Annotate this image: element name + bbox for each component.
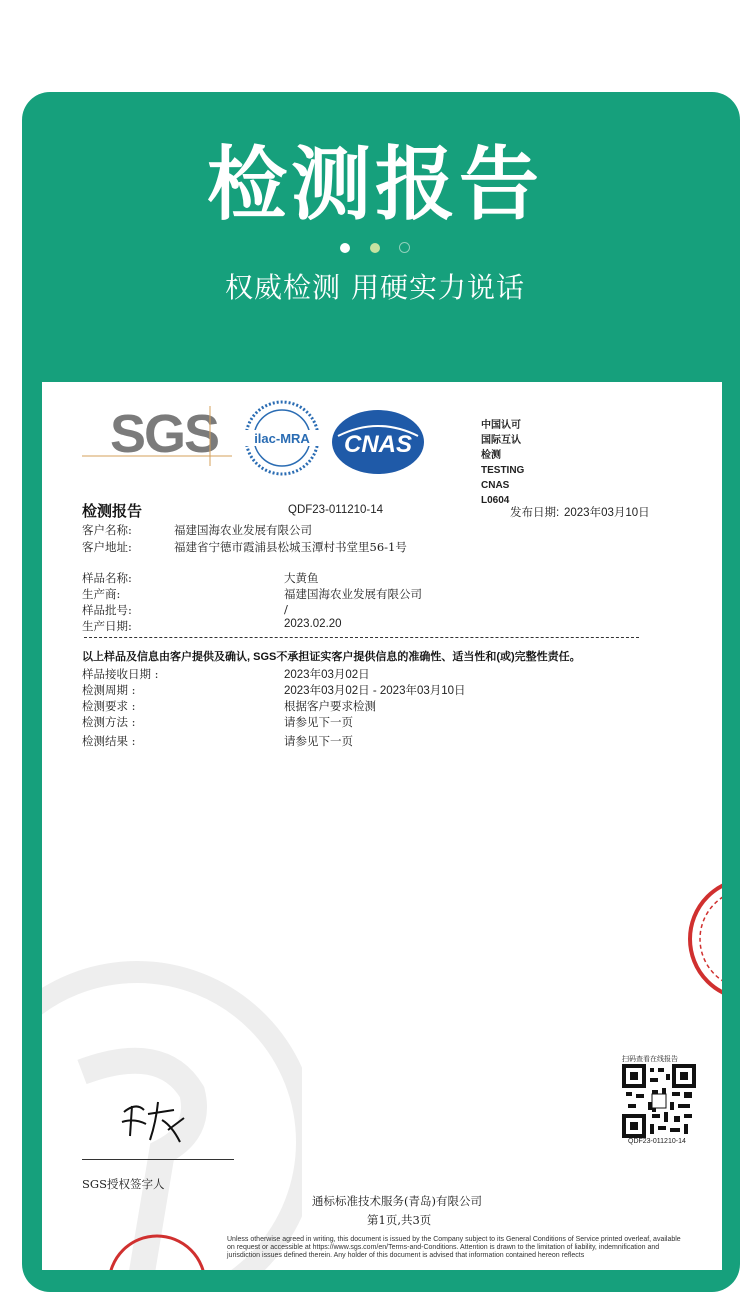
receipt-date: 2023年03月02日: [284, 669, 370, 681]
sample-name: 大黄鱼: [284, 571, 319, 585]
test-period: 2023年03月02日 - 2023年03月10日: [284, 685, 466, 697]
cnas-logo-text: CNAS: [343, 431, 413, 458]
signatory-label: SGS授权签字人: [82, 1177, 165, 1191]
carousel-dot[interactable]: [340, 243, 350, 253]
issuing-company: 通标标准技术服务(青岛)有限公司: [312, 1194, 482, 1208]
qr-report-number: QDF23-011210-14: [628, 1138, 686, 1145]
sample-name-label: 样品名称:: [82, 571, 132, 585]
client-name-label: 客户名称:: [82, 523, 132, 537]
ilac-logo-text: ilac-MRA: [254, 431, 310, 446]
signature-icon: [114, 1092, 194, 1152]
cnas-line: TESTING: [481, 465, 525, 476]
divider: [84, 637, 639, 638]
cnas-line: 国际互认: [481, 435, 521, 446]
issue-date-label: 发布日期:: [510, 507, 560, 519]
test-period-label: 检测周期 :: [82, 683, 136, 697]
terms-fine-print: Unless otherwise agreed in writing, this document is issued by the Company subject to its General Conditions of Service printed overleaf, available on request or accessible at https://www.sgs.com/en/Terms-and-Conditions. Attention is drawn to the limitation of liability, indemnification and jurisdiction issues defined therein. Any holder of this document is advised that information contained hereon reflects: [227, 1236, 681, 1259]
production-date: 2023.02.20: [284, 618, 342, 630]
carousel-dots: [0, 238, 750, 257]
accreditation-logos: [82, 396, 525, 506]
sgs-logo-icon: [82, 396, 234, 466]
page-title: 检测报告: [207, 138, 543, 231]
sgs-logo-text: SGS: [110, 404, 219, 464]
test-requirement: 根据客户要求检测: [284, 699, 376, 713]
manufacturer: 福建国海农业发展有限公司: [284, 587, 422, 601]
test-requirement-label: 检测要求 :: [82, 699, 136, 713]
cnas-line: CNAS L0604: [481, 480, 510, 506]
test-result: 请参见下一页: [284, 734, 353, 748]
manufacturer-label: 生产商:: [82, 587, 121, 601]
qr-code-icon[interactable]: [622, 1064, 696, 1138]
production-date-label: 生产日期:: [82, 619, 132, 633]
cnas-line: 中国认可: [481, 420, 521, 431]
bottom-seal-icon: [102, 1222, 212, 1270]
qr-caption: 扫码查看在线报告: [622, 1055, 678, 1063]
carousel-dot[interactable]: [399, 242, 410, 253]
client-name: 福建国海农业发展有限公司: [174, 523, 312, 537]
company-seal-icon: [682, 877, 722, 1007]
issue-date: 2023年03月10日: [564, 507, 650, 519]
report-title: 检测报告: [82, 503, 143, 520]
signature-line: [82, 1159, 234, 1160]
page-subtitle: 权威检测 用硬实力说话: [225, 271, 525, 304]
report-document: [42, 382, 722, 1270]
batch-number: /: [284, 602, 288, 616]
cnas-accreditation-text: [481, 418, 524, 508]
disclaimer-notice: 以上样品及信息由客户提供及确认, SGS不承担证实客户提供信息的准确性、适当性和(或)完整性责任。: [82, 651, 581, 663]
cnas-line: 检测: [481, 450, 501, 461]
test-method: 请参见下一页: [284, 715, 353, 729]
client-address-label: 客户地址:: [82, 540, 132, 554]
client-address: 福建省宁德市霞浦县松城玉潭村书堂里56-1号: [174, 540, 407, 554]
cnas-logo-icon: [332, 408, 430, 476]
page-number: 第1页,共3页: [367, 1213, 432, 1227]
test-result-label: 检测结果 :: [82, 734, 136, 748]
carousel-dot-active[interactable]: [370, 243, 380, 253]
batch-number-label: 样品批号:: [82, 603, 132, 617]
test-method-label: 检测方法 :: [82, 715, 136, 729]
ilac-mra-logo-icon: [240, 400, 324, 476]
report-number: QDF23-011210-14: [288, 504, 384, 516]
receipt-date-label: 样品接收日期 :: [82, 667, 159, 681]
